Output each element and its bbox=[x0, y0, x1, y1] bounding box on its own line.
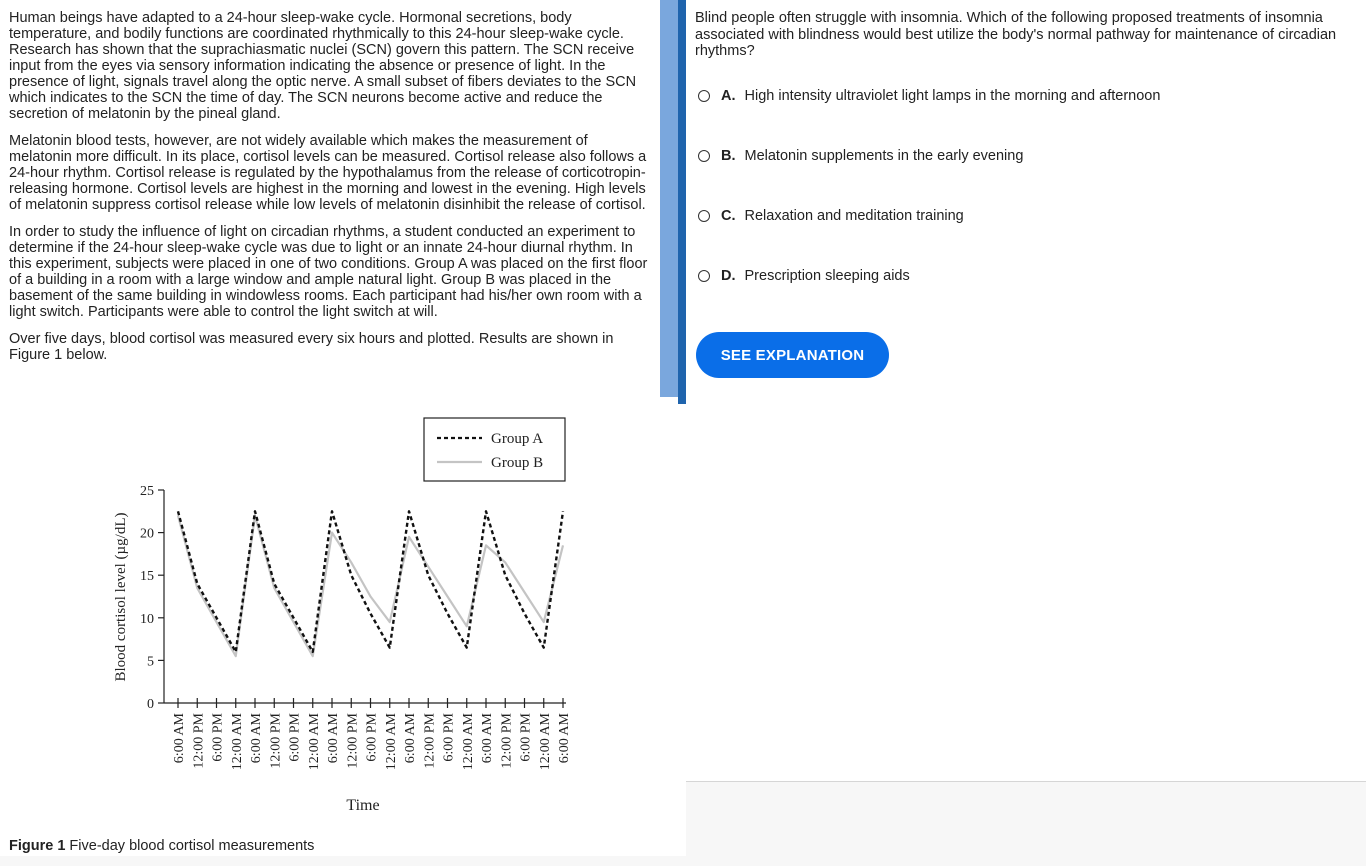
legend-label-group-b: Group B bbox=[491, 455, 544, 471]
radio-icon[interactable] bbox=[698, 90, 710, 102]
option-text: Prescription sleeping aids bbox=[744, 268, 910, 284]
bottom-panel bbox=[686, 782, 1366, 866]
chart-axes bbox=[140, 484, 572, 770]
x-tick-label: 12:00 AM bbox=[460, 713, 476, 771]
series-line-group-b bbox=[178, 516, 563, 657]
panel-divider-dark[interactable] bbox=[678, 0, 686, 404]
x-tick-label: 6:00 AM bbox=[326, 713, 341, 764]
y-tick-label: 10 bbox=[140, 611, 154, 627]
figure-caption bbox=[9, 838, 314, 854]
x-tick-label: 6:00 AM bbox=[480, 713, 495, 764]
x-tick-label: 12:00 AM bbox=[229, 713, 245, 771]
see-explanation-button[interactable]: SEE EXPLANATION bbox=[696, 332, 889, 378]
option-text: High intensity ultraviolet light lamps in the morning and afternoon bbox=[744, 88, 1161, 104]
y-tick-label: 15 bbox=[140, 569, 154, 585]
x-tick-label: 12:00 AM bbox=[306, 713, 322, 771]
y-tick-label: 25 bbox=[140, 484, 154, 499]
series-line-group-a bbox=[178, 511, 563, 652]
x-tick-label: 6:00 PM bbox=[210, 713, 226, 762]
option-b[interactable] bbox=[698, 148, 1023, 164]
passage-paragraph-2: Melatonin blood tests, however, are not widely available which makes the measurement of melatonin more difficult. In its place, cortisol levels can be measured. Cortisol release also follows a 24-hour rhythm. Cortisol release is regulated by the hypothalamus from the release of corticotropin-releasing hormone. Cortisol levels are highest in the morning and lowest in the evening. High levels of melatonin suppress cortisol release while low levels of melatonin disinhibit the release of cortisol. bbox=[9, 133, 647, 213]
cortisol-chart bbox=[0, 410, 660, 830]
radio-icon[interactable] bbox=[698, 270, 710, 282]
passage-paragraph-3: In order to study the influence of light on circadian rhythms, a student conducted an experiment to determine if the 24-hour sleep-wake cycle was due to light or an innate 24-hour diurnal rhythm. In this experiment, subjects were placed in one of two conditions. Group A was placed on the first floor of a building in a room with a large window and ample natural light. Group B was placed in the basement of the same building in windowless rooms. Each participant had his/her own room with a light switch. Participants were able to control the light switch at will. bbox=[9, 224, 648, 320]
y-tick-label: 20 bbox=[140, 526, 154, 542]
option-letter: B. bbox=[721, 148, 736, 164]
panel-divider-light bbox=[660, 0, 678, 397]
x-tick-label: 12:00 AM bbox=[383, 713, 399, 771]
x-tick-label: 6:00 AM bbox=[403, 713, 418, 764]
radio-icon[interactable] bbox=[698, 210, 710, 222]
option-d[interactable] bbox=[698, 268, 910, 284]
figure-1 bbox=[0, 410, 660, 850]
passage-paragraph-4: Over five days, blood cortisol was measured every six hours and plotted. Results are shown in Figure 1 below. bbox=[9, 331, 614, 363]
y-tick-label: 5 bbox=[147, 654, 154, 670]
chart-series bbox=[178, 511, 563, 656]
passage-paragraph-1: Human beings have adapted to a 24-hour sleep-wake cycle. Hormonal secretions, body temperature, and bodily functions are coordinated rhythmically to this 24-hour sleep-wake cycle. Research has shown that the suprachiasmatic nuclei (SCN) govern this pattern. The SCN receive input from the eyes via sensory information indicating the absence or presence of light. In the presence of light, signals travel along the optic nerve. A small subset of fibers deviates to the SCN which indicates to the SCN the time of day. The SCN neurons become active and reduce the secretion of melatonin by the pineal gland. bbox=[9, 10, 637, 122]
option-a[interactable] bbox=[698, 88, 1160, 104]
figure-caption-text: Five-day blood cortisol measurements bbox=[65, 838, 315, 854]
x-axis-label: Time bbox=[346, 797, 380, 814]
x-tick-label: 12:00 PM bbox=[345, 713, 361, 769]
option-letter: A. bbox=[721, 88, 736, 104]
x-tick-label: 6:00 AM bbox=[172, 713, 187, 764]
x-tick-label: 12:00 AM bbox=[537, 713, 553, 771]
y-tick-label: 0 bbox=[147, 697, 154, 712]
bottom-left-panel bbox=[0, 856, 686, 866]
x-tick-label: 12:00 PM bbox=[499, 713, 515, 769]
option-text: Relaxation and meditation training bbox=[744, 208, 964, 224]
x-tick-label: 12:00 PM bbox=[268, 713, 284, 769]
x-tick-label: 6:00 PM bbox=[518, 713, 534, 762]
x-tick-label: 6:00 PM bbox=[287, 713, 303, 762]
x-tick-label: 6:00 PM bbox=[441, 713, 457, 762]
option-text: Melatonin supplements in the early evening bbox=[744, 148, 1024, 164]
option-letter: C. bbox=[721, 208, 736, 224]
y-axis-label: Blood cortisol level (µg/dL) bbox=[113, 512, 129, 682]
chart-legend bbox=[424, 418, 565, 481]
x-tick-label: 12:00 PM bbox=[422, 713, 438, 769]
question-stem: Blind people often struggle with insomnia. Which of the following proposed treatments of insomnia associated with blindness would best utilize the body's normal pathway for maintenance of circadian rhythms? bbox=[695, 10, 1337, 59]
x-tick-label: 12:00 PM bbox=[191, 713, 207, 769]
x-tick-label: 6:00 AM bbox=[249, 713, 264, 764]
x-tick-label: 6:00 AM bbox=[557, 713, 572, 764]
option-letter: D. bbox=[721, 268, 736, 284]
legend-label-group-a: Group A bbox=[491, 431, 544, 447]
radio-icon[interactable] bbox=[698, 150, 710, 162]
option-c[interactable] bbox=[698, 208, 964, 224]
x-tick-label: 6:00 PM bbox=[364, 713, 380, 762]
figure-caption-label: Figure 1 bbox=[9, 838, 66, 854]
